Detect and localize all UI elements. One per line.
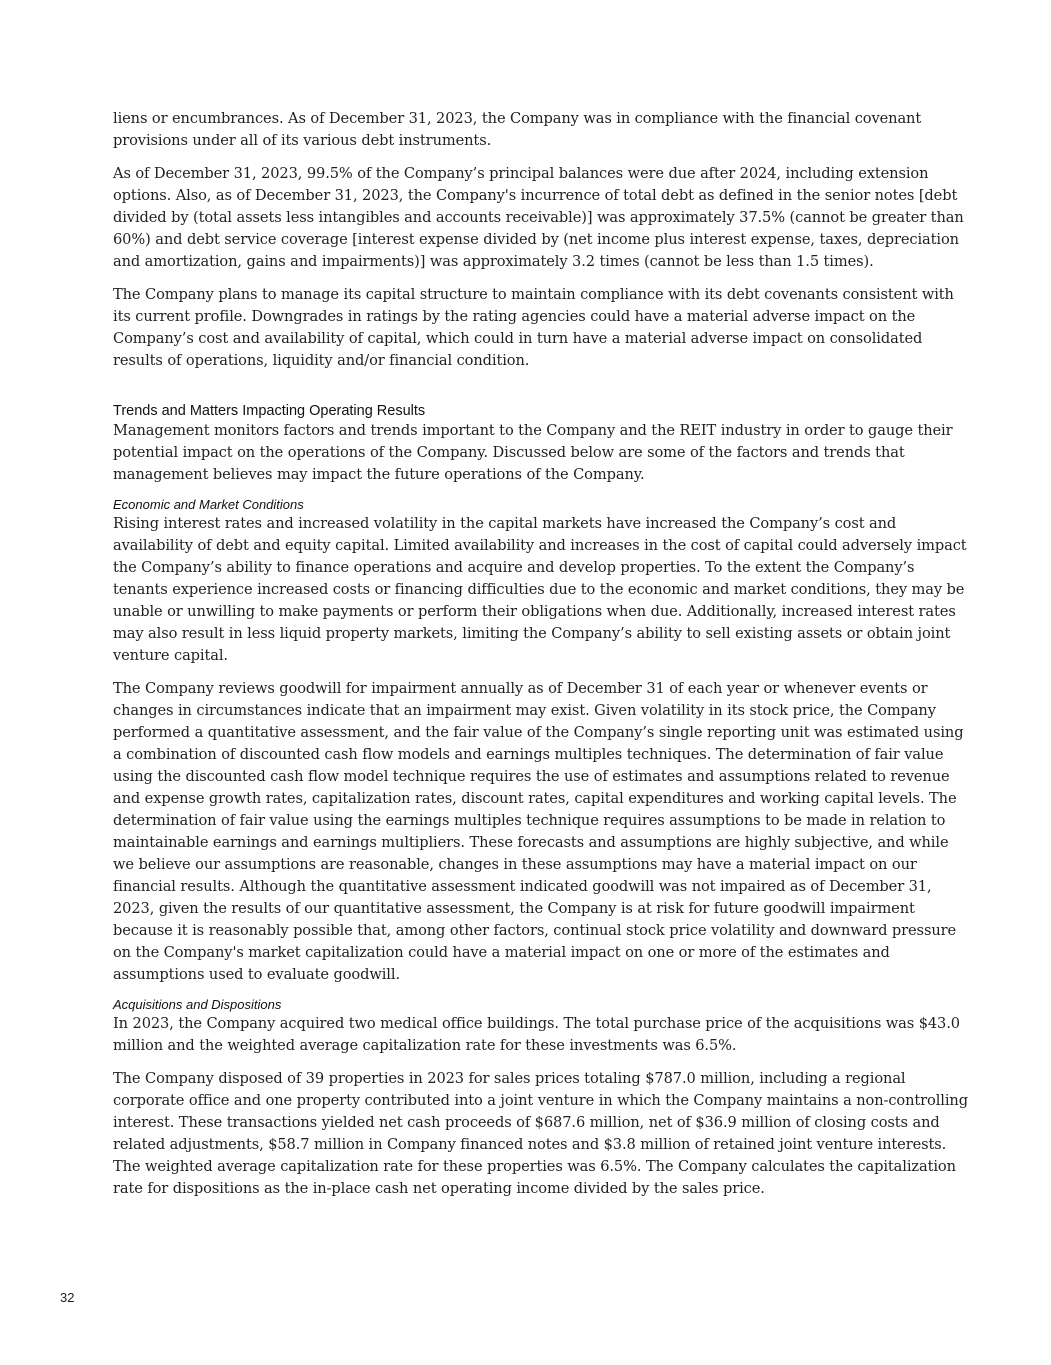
economic-paragraph-2: The Company reviews goodwill for impairment annually as of December 31 of each year or whenever events or changes in circumstances indicate that an impairment may exist. Given volatility in its stock price, the Company performed a quantitative assessment, and the fair value of the Company’s single reporting unit was estimated using a combination of discounted cash flow models and earnings multiples techniques. The determination of fair value using the discounted cash flow model technique requires the use of estimates and assumptions related to revenue and expense growth rates, capitalization rates, discount rates, capital expenditures and working capital levels. The determination of fair value using the earnings multiples technique requires assumptions to be made in relation to maintainable earnings and earnings multipliers. These forecasts and assumptions are highly subjective, and while we believe our assumptions are reasonable, changes in these assumptions may have a material impact on our financial results. Although the quantitative assessment indicated goodwill was not impaired as of December 31, 2023, given the results of our quantitative assessment, the Company is at risk for future goodwill impairment because it is reasonably possible that, among other factors, continual stock price volatility and downward pressure on the Company's market capitalization could have a material impact on one or more of the estimates and assumptions used to evaluate goodwill. bbox=[113, 680, 964, 983]
acquisitions-paragraph-1: In 2023, the Company acquired two medical office buildings. The total purchase price of the acquisitions was $43.0 million and the weighted average capitalization rate for these investments was 6.5%. bbox=[113, 1015, 960, 1054]
acquisitions-heading: Acquisitions and Dispositions bbox=[113, 997, 282, 1012]
economic-paragraph-1: Rising interest rates and increased volatility in the capital markets have increased the Company’s cost and availability of debt and equity capital. Limited availability and increases in the cost of capital could adversely impact the Company’s ability to finance operations and acquire and develop properties. To the extent the Company’s tenants experience increased costs or financing difficulties due to the economic and market conditions, they may be unable or unwilling to make payments or perform their obligations when due. Additionally, increased interest rates may also result in less liquid property markets, limiting the Company’s ability to sell existing assets or obtain joint venture capital. bbox=[113, 515, 967, 664]
trends-heading: Trends and Matters Impacting Operating Results bbox=[113, 403, 426, 419]
trends-paragraph: Management monitors factors and trends important to the Company and the REIT industry in order to gauge their potential impact on the operations of the Company. Discussed below are some of the factors and trends that management believes may impact the future operations of the Company. bbox=[113, 422, 953, 483]
document-body bbox=[113, 108, 971, 1211]
page-number: 32 bbox=[60, 1290, 75, 1305]
economic-heading: Economic and Market Conditions bbox=[113, 497, 304, 512]
intro-paragraph-1: liens or encumbrances. As of December 31, 2023, the Company was in compliance with the financial covenant provisions under all of its various debt instruments. bbox=[113, 110, 922, 149]
intro-paragraph-2: As of December 31, 2023, 99.5% of the Company’s principal balances were due after 2024, including extension options. Also, as of December 31, 2023, the Company's incurrence of total debt as defined in the senior notes [debt divided by (total assets less intangibles and accounts receivable)] was approximately 37.5% (cannot be greater than 60%) and debt service coverage [interest expense divided by (net income plus interest expense, taxes, depreciation and amortization, gains and impairments)] was approximately 3.2 times (cannot be less than 1.5 times). bbox=[113, 165, 964, 270]
acquisitions-paragraph-2: The Company disposed of 39 properties in 2023 for sales prices totaling $787.0 million, including a regional corporate office and one property contributed into a joint venture in which the Company maintains a non-controlling interest. These transactions yielded net cash proceeds of $687.6 million, net of $36.9 million of closing costs and related adjustments, $58.7 million in Company financed notes and $3.8 million of retained joint venture interests. The weighted average capitalization rate for these properties was 6.5%. The Company calculates the capitalization rate for dispositions as the in-place cash net operating income divided by the sales price. bbox=[113, 1070, 968, 1197]
intro-paragraph-3: The Company plans to manage its capital structure to maintain compliance with its debt covenants consistent with its current profile. Downgrades in ratings by the rating agencies could have a material adverse impact on the Company’s cost and availability of capital, which could in turn have a material adverse impact on consolidated results of operations, liquidity and/or financial condition. bbox=[113, 286, 954, 369]
